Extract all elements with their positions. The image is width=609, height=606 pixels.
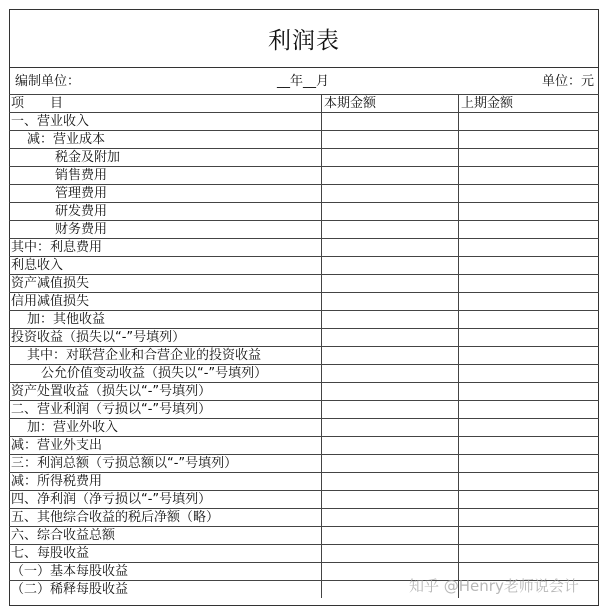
row-label: 三：利润总额（亏损总额以“-”号填列） — [11, 456, 238, 471]
previous-amount-cell[interactable] — [458, 491, 599, 508]
current-amount-cell[interactable] — [321, 311, 458, 328]
current-amount-cell[interactable] — [321, 239, 458, 256]
row-label: 加：营业外收入 — [27, 420, 119, 435]
previous-amount-cell[interactable] — [458, 203, 599, 220]
row-label: 其中：对联营企业和合营企业的投资收益 — [27, 348, 262, 363]
table-row — [9, 436, 599, 454]
previous-amount-cell[interactable] — [458, 257, 599, 274]
current-amount-cell[interactable] — [321, 257, 458, 274]
column-header-current: 本期金额 — [321, 95, 458, 112]
row-label: 七、每股收益 — [11, 546, 90, 561]
previous-amount-cell[interactable] — [458, 113, 599, 130]
current-amount-cell[interactable] — [321, 527, 458, 544]
previous-amount-cell[interactable] — [458, 131, 599, 148]
current-amount-cell[interactable] — [321, 113, 458, 130]
table-row — [9, 256, 599, 274]
current-amount-cell[interactable] — [321, 419, 458, 436]
table-row — [9, 346, 599, 364]
current-amount-cell[interactable] — [321, 491, 458, 508]
table-row — [9, 508, 599, 526]
previous-amount-cell[interactable] — [458, 293, 599, 310]
previous-amount-cell[interactable] — [458, 149, 599, 166]
previous-amount-cell[interactable] — [458, 473, 599, 490]
table-row — [9, 238, 599, 256]
current-amount-cell[interactable] — [321, 455, 458, 472]
previous-amount-cell[interactable] — [458, 527, 599, 544]
table-row — [9, 418, 599, 436]
table-row — [9, 130, 599, 148]
current-amount-cell[interactable] — [321, 365, 458, 382]
current-amount-cell[interactable] — [321, 383, 458, 400]
row-label: 四、净利润（净亏损以“-”号填列） — [11, 492, 212, 507]
table-row — [9, 274, 599, 292]
row-label: 研发费用 — [55, 204, 108, 219]
page-title: 利润表 — [268, 27, 340, 54]
previous-amount-cell[interactable] — [458, 383, 599, 400]
table-row — [9, 166, 599, 184]
table-row — [9, 382, 599, 400]
column-header-previous: 上期金额 — [458, 95, 599, 112]
table-row — [9, 202, 599, 220]
table-row — [9, 184, 599, 202]
previous-amount-cell[interactable] — [458, 401, 599, 418]
previous-amount-cell[interactable] — [458, 167, 599, 184]
row-label: 投资收益（损失以“-”号填列） — [11, 330, 186, 345]
row-label: 六、综合收益总额 — [11, 528, 116, 543]
table-row — [9, 112, 599, 130]
row-label: 二、营业利润（亏损以“-”号填列） — [11, 402, 212, 417]
row-label: 减：营业外支出 — [11, 438, 103, 453]
current-amount-cell[interactable] — [321, 347, 458, 364]
currency-unit-label: 单位：元 — [541, 74, 594, 89]
current-amount-cell[interactable] — [321, 275, 458, 292]
watermark-text: 知乎 @Henry老师说会计 — [409, 577, 579, 595]
current-amount-cell[interactable] — [321, 401, 458, 418]
current-amount-cell[interactable] — [321, 167, 458, 184]
row-label: 减：营业成本 — [27, 132, 106, 147]
current-amount-cell[interactable] — [321, 545, 458, 562]
row-label: 资产处置收益（损失以“-”号填列） — [11, 384, 212, 399]
table-row — [9, 490, 599, 508]
table-row — [9, 544, 599, 562]
row-label: 管理费用 — [55, 186, 108, 201]
row-label: （一）基本每股收益 — [11, 564, 129, 579]
row-label: 财务费用 — [55, 222, 108, 237]
current-amount-cell[interactable] — [321, 203, 458, 220]
table-row — [9, 310, 599, 328]
row-label: 其中：利息费用 — [11, 240, 103, 255]
row-label: 资产减值损失 — [11, 276, 90, 291]
current-amount-cell[interactable] — [321, 329, 458, 346]
table-header-row — [9, 94, 599, 112]
statement-table — [9, 94, 599, 598]
previous-amount-cell[interactable] — [458, 545, 599, 562]
current-amount-cell[interactable] — [321, 185, 458, 202]
previous-amount-cell[interactable] — [458, 185, 599, 202]
table-row — [9, 148, 599, 166]
table-row — [9, 220, 599, 238]
row-label: 公允价值变动收益（损失以“-”号填列） — [41, 366, 268, 381]
previous-amount-cell[interactable] — [458, 275, 599, 292]
previous-amount-cell[interactable] — [458, 311, 599, 328]
table-row — [9, 400, 599, 418]
table-row — [9, 454, 599, 472]
table-row — [9, 292, 599, 310]
previous-amount-cell[interactable] — [458, 221, 599, 238]
row-label: 减：所得税费用 — [11, 474, 103, 489]
period-label: __年__月 — [277, 74, 330, 89]
current-amount-cell[interactable] — [321, 221, 458, 238]
current-amount-cell[interactable] — [321, 509, 458, 526]
table-row — [9, 328, 599, 346]
row-label: 销售费用 — [55, 168, 108, 183]
preparer-label: 编制单位： — [15, 74, 81, 89]
previous-amount-cell[interactable] — [458, 437, 599, 454]
current-amount-cell[interactable] — [321, 149, 458, 166]
previous-amount-cell[interactable] — [458, 239, 599, 256]
table-body — [9, 112, 599, 598]
row-label: 一、营业收入 — [11, 114, 90, 129]
row-label: 五、其他综合收益的税后净额（略） — [11, 510, 220, 525]
income-statement-sheet — [9, 9, 599, 606]
row-label: 税金及附加 — [55, 150, 121, 165]
previous-amount-cell[interactable] — [458, 509, 599, 526]
row-label: 利息收入 — [11, 258, 64, 273]
column-header-item: 项 目 — [11, 96, 64, 111]
previous-amount-cell[interactable] — [458, 419, 599, 436]
table-row — [9, 526, 599, 544]
current-amount-cell[interactable] — [321, 473, 458, 490]
previous-amount-cell[interactable] — [458, 365, 599, 382]
current-amount-cell[interactable] — [321, 293, 458, 310]
previous-amount-cell[interactable] — [458, 455, 599, 472]
table-row — [9, 364, 599, 382]
current-amount-cell[interactable] — [321, 437, 458, 454]
previous-amount-cell[interactable] — [458, 329, 599, 346]
title-divider — [9, 67, 599, 68]
row-label: （二）稀释每股收益 — [11, 582, 129, 597]
row-label: 加：其他收益 — [27, 312, 106, 327]
current-amount-cell[interactable] — [321, 131, 458, 148]
table-row — [9, 472, 599, 490]
row-label: 信用减值损失 — [11, 294, 90, 309]
previous-amount-cell[interactable] — [458, 347, 599, 364]
